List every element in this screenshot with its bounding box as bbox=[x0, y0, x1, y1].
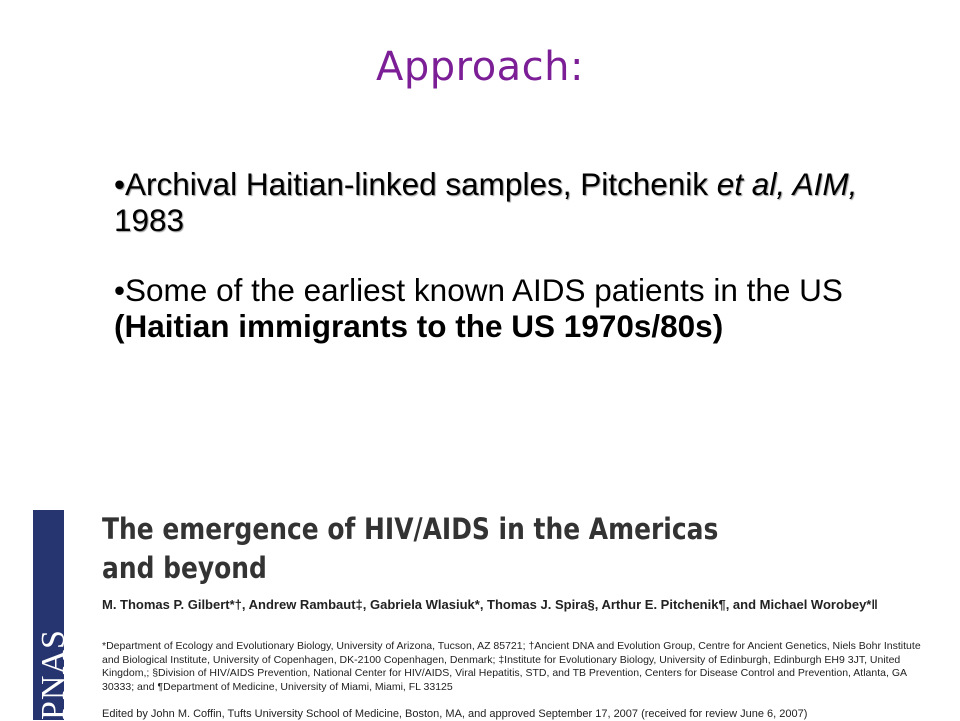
journal-bar bbox=[33, 510, 72, 720]
citation-italic: et al, AIM, bbox=[716, 166, 858, 202]
bullet-earliest-patients bbox=[114, 272, 884, 344]
slide-title: Approach: bbox=[375, 44, 584, 90]
bullet-archival-samples bbox=[114, 166, 884, 238]
paper-title bbox=[102, 510, 790, 588]
bullet-text: Archival Haitian-linked samples, Pitchenik bbox=[125, 166, 717, 202]
paper-authors: M. Thomas P. Gilbert*†, Andrew Rambaut‡, Gabriela Wlasiuk*, Thomas J. Spira§, Arthur E. Pitchenik¶, and Michael Worobey*‖ bbox=[102, 597, 878, 612]
pnas-logo: PNAS bbox=[35, 629, 72, 720]
bullet-bold-note: (Haitian immigrants to the US 1970s/80s) bbox=[114, 308, 724, 344]
paper-title-line2: and beyond bbox=[102, 551, 267, 585]
paper-excerpt bbox=[33, 510, 960, 720]
bullet-marker: • bbox=[114, 166, 126, 202]
bullet-marker: • bbox=[114, 272, 126, 308]
citation-year: 1983 bbox=[114, 202, 185, 238]
paper-edited-by: Edited by John M. Coffin, Tufts University School of Medicine, Boston, MA, and approved September 17, 2007 (received for review June 6, 2007) bbox=[102, 708, 808, 720]
bullet-text: Some of the earliest known AIDS patients in the US bbox=[125, 272, 843, 308]
paper-title-line1: The emergence of HIV/AIDS in the Americas bbox=[102, 512, 719, 546]
paper-affiliations: *Department of Ecology and Evolutionary Biology, University of Arizona, Tucson, AZ 85721; †Ancient DNA and Evolution Group, Centre for Ancient Genetics, Niels Bohr Institute and Biological Institute, University of Copenhagen, DK-2100 Copenhagen, Denmark; ‡Institute for Evolutionary Biology, University of Edinburgh, Edinburgh EH9 3JT, United Kingdom,; §Division of HIV/AIDS Prevention, National Center for HIV/AIDS, Viral Hepatitis, STD, and TB Prevention, Centers for Disease Control and Prevention, Atlanta, GA 30333; and ¶Department of Medicine, University of Miami, Miami, FL 33125 bbox=[102, 640, 921, 693]
bullet-list bbox=[114, 166, 884, 344]
